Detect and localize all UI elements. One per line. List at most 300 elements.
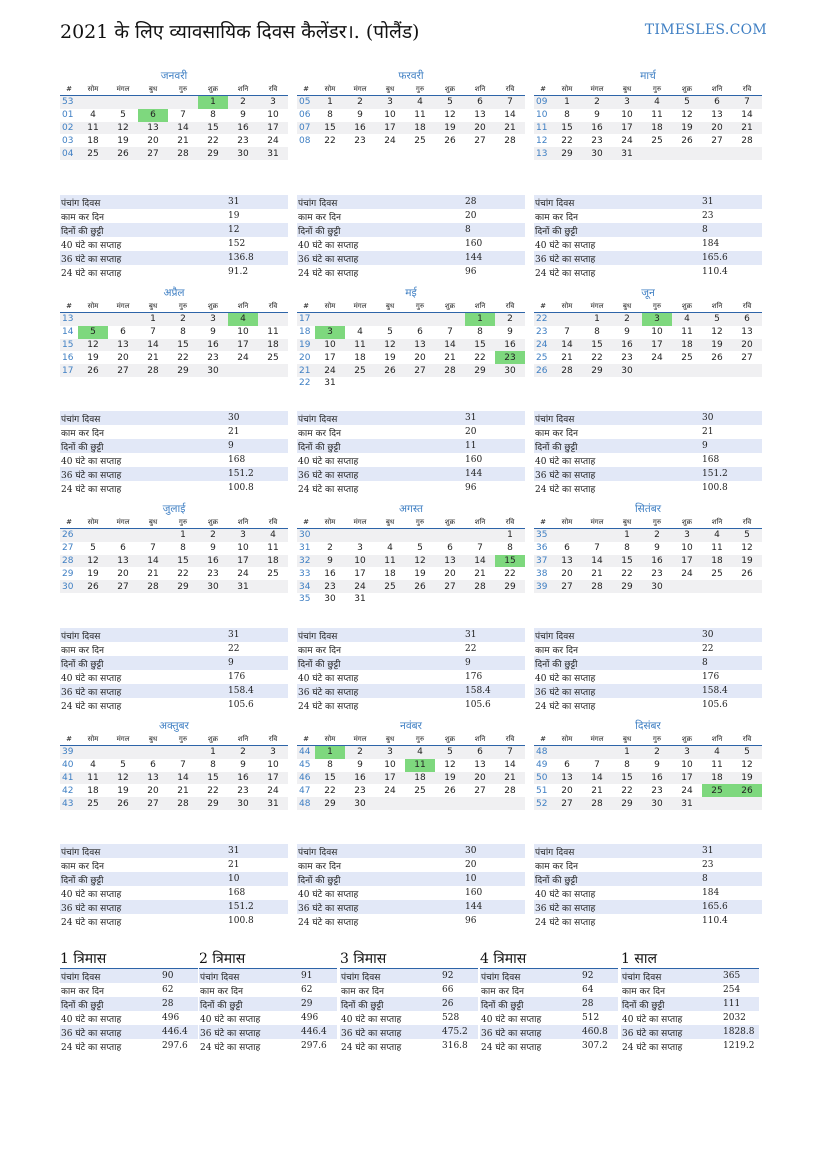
week-row (60, 784, 288, 797)
day-cell: 24 (315, 364, 345, 377)
day-cell: 23 (237, 135, 249, 146)
week-number: 09 (534, 96, 552, 109)
stat-label: काम कर दिन (61, 428, 105, 439)
stat-label: काम कर दिन (298, 212, 342, 223)
day-cell (552, 746, 582, 759)
day-cell (732, 797, 762, 810)
day-cell: 29 (465, 364, 495, 377)
stat-label: 24 घंटे का सप्ताह (298, 484, 359, 495)
day-cell: 5 (120, 110, 126, 121)
stat-value: 144 (464, 251, 525, 265)
day-cell: 1 (138, 313, 168, 326)
stat-row (297, 684, 525, 698)
day-cell: 3 (258, 96, 288, 109)
weekday-header-row (60, 300, 288, 313)
day-cell: 24 (621, 135, 633, 146)
stat-value: 31 (701, 195, 762, 209)
week-row (297, 313, 525, 326)
day-cell: 4 (672, 313, 702, 326)
weekday-label: # (297, 83, 315, 96)
stat-row (340, 1039, 478, 1053)
holiday-day-cell: 6 (138, 109, 168, 122)
day-cell: 17 (642, 339, 672, 352)
day-cell: 7 (447, 327, 453, 338)
day-cell: 6 (465, 96, 495, 109)
day-cell: 6 (465, 746, 495, 759)
day-cell: 4 (702, 529, 732, 542)
day-cell: 3 (375, 96, 405, 109)
stat-label: 36 घंटे का सप्ताह (534, 467, 701, 481)
stat-row (60, 467, 288, 481)
week-number: 52 (534, 797, 552, 810)
stat-value: 158.4 (227, 684, 288, 698)
week-number: 05 (297, 96, 315, 109)
day-cell: 24 (651, 352, 663, 363)
day-cell: 14 (741, 110, 753, 121)
weekday-label: सोम (315, 733, 345, 746)
stat-label: काम कर दिन (341, 986, 385, 997)
day-cell: 18 (405, 122, 435, 135)
weekday-header-row (297, 300, 525, 313)
day-cell (138, 529, 168, 542)
stat-value: 168 (228, 455, 246, 465)
stat-value: 105.6 (702, 700, 728, 710)
month-name: जनवरी (160, 70, 188, 82)
site-brand-link[interactable]: TIMESLES.COM (644, 22, 767, 38)
day-cell: 25 (414, 785, 426, 796)
day-cell: 18 (702, 772, 732, 785)
day-cell: 27 (474, 135, 486, 146)
stat-label: 36 घंटे का सप्ताह (480, 1025, 581, 1039)
weekday-label: # (297, 300, 315, 313)
week-row (60, 772, 288, 785)
stat-label: काम कर दिन (535, 212, 579, 223)
weekday-label: गुरु (405, 516, 435, 529)
day-cell (405, 593, 435, 606)
day-cell: 9 (654, 543, 660, 554)
month-stats-table (534, 411, 762, 495)
stat-value: 26 (441, 997, 478, 1011)
month-grid (534, 516, 762, 593)
month-grid (60, 733, 288, 810)
stat-row (534, 195, 762, 209)
stat-row (480, 1039, 618, 1053)
day-cell: 15 (465, 339, 495, 352)
day-cell: 2 (198, 529, 228, 542)
week-number: 12 (536, 135, 548, 146)
holiday-day-cell: 25 (702, 784, 732, 797)
stat-value: 297.6 (301, 1041, 327, 1051)
day-cell: 5 (120, 760, 126, 771)
stat-row (297, 223, 525, 237)
day-cell (108, 529, 138, 542)
weekday-label: सोम (552, 83, 582, 96)
stat-row (60, 1011, 198, 1025)
day-cell: 18 (87, 135, 99, 146)
day-cell: 18 (384, 568, 396, 579)
day-cell: 18 (87, 785, 99, 796)
day-cell: 11 (78, 122, 108, 135)
day-cell: 28 (168, 147, 198, 160)
day-cell: 20 (702, 122, 732, 135)
week-number: 49 (536, 760, 548, 771)
month-calendar (297, 287, 525, 390)
week-number: 21 (297, 364, 315, 377)
stat-label: काम कर दिन (535, 428, 579, 439)
stat-value: 19 (228, 211, 240, 221)
month-stats-table (60, 844, 288, 928)
stat-row (199, 1011, 337, 1025)
day-cell: 8 (180, 543, 186, 554)
day-cell: 12 (444, 760, 456, 771)
day-cell: 5 (732, 746, 762, 759)
week-row (60, 109, 288, 122)
stat-value: 23 (702, 211, 714, 221)
day-cell (702, 147, 732, 160)
stat-row (297, 265, 525, 279)
day-cell: 28 (168, 797, 198, 810)
weekday-label: शनि (702, 83, 732, 96)
day-cell: 16 (612, 339, 642, 352)
day-cell: 1 (582, 313, 612, 326)
day-cell: 17 (672, 772, 702, 785)
month-grid (60, 300, 288, 377)
week-number: 18 (299, 327, 311, 338)
week-number: 14 (62, 327, 74, 338)
stat-row (534, 223, 762, 237)
stat-label: पंचांग दिवस (60, 628, 227, 642)
weekday-label: सोम (552, 516, 582, 529)
day-cell: 21 (591, 568, 603, 579)
month-name: अक्तुबर (159, 720, 189, 732)
stat-label: दिनों की छुट्टी (60, 997, 161, 1011)
day-cell (552, 313, 582, 326)
day-cell: 4 (405, 746, 435, 759)
week-row (534, 580, 762, 593)
day-cell: 26 (444, 785, 456, 796)
day-cell: 9 (357, 760, 363, 771)
stat-value: 100.8 (702, 483, 728, 493)
stat-row (480, 969, 618, 983)
day-cell: 28 (582, 797, 612, 810)
weekday-label: बुध (138, 733, 168, 746)
day-cell: 3 (198, 313, 228, 326)
day-cell: 21 (561, 352, 573, 363)
stat-value: 165.6 (701, 251, 762, 265)
day-cell (642, 147, 672, 160)
stat-label: काम कर दिन (200, 986, 244, 997)
day-cell: 26 (711, 352, 723, 363)
day-cell: 8 (624, 543, 630, 554)
stat-value: 91 (300, 969, 337, 983)
week-row (297, 529, 525, 542)
weekday-header-row (60, 516, 288, 529)
day-cell: 20 (117, 568, 129, 579)
day-cell: 16 (642, 772, 672, 785)
day-cell: 30 (324, 594, 336, 605)
weekday-label: # (534, 83, 552, 96)
stat-value: 30 (701, 411, 762, 425)
week-number: 41 (60, 772, 78, 785)
stat-value: 12 (227, 223, 288, 237)
stat-label: दिनों की छुट्टी (340, 997, 441, 1011)
day-cell: 2 (642, 746, 672, 759)
day-cell: 11 (267, 327, 279, 338)
day-cell: 27 (108, 364, 138, 377)
day-cell (702, 580, 732, 593)
weekday-label: बुध (375, 733, 405, 746)
day-cell: 1 (168, 529, 198, 542)
holiday-day-cell: 1 (315, 746, 345, 759)
day-cell: 17 (258, 772, 288, 785)
stat-value: 28 (581, 997, 618, 1011)
weekday-label: सोम (78, 83, 108, 96)
quarter-title: 3 त्रिमास (340, 951, 478, 969)
day-cell: 6 (732, 313, 762, 326)
day-cell: 17 (228, 555, 258, 568)
week-row (534, 147, 762, 160)
stat-row (534, 642, 762, 656)
day-cell: 17 (375, 122, 405, 135)
week-row (297, 746, 525, 759)
weekday-label: रवि (495, 733, 525, 746)
week-row (534, 313, 762, 326)
day-cell: 10 (267, 110, 279, 121)
day-cell: 2 (345, 96, 375, 109)
stat-label: 40 घंटे का सप्ताह (481, 1014, 542, 1025)
day-cell: 11 (711, 760, 723, 771)
day-cell (108, 96, 138, 109)
day-cell (228, 364, 258, 377)
week-number: 48 (534, 746, 552, 759)
day-cell: 5 (435, 96, 465, 109)
day-cell: 28 (435, 364, 465, 377)
day-cell: 21 (495, 122, 525, 135)
day-cell: 8 (180, 327, 186, 338)
day-cell (405, 797, 435, 810)
stat-value: 152 (228, 239, 246, 249)
weekday-label: रवि (258, 83, 288, 96)
stat-row (60, 1025, 198, 1039)
day-cell: 15 (582, 339, 612, 352)
day-cell: 29 (315, 797, 345, 810)
day-cell: 17 (375, 772, 405, 785)
day-cell: 22 (621, 785, 633, 796)
day-cell (495, 797, 525, 810)
day-cell: 14 (504, 760, 516, 771)
stat-row (199, 1025, 337, 1039)
day-cell: 19 (732, 772, 762, 785)
day-cell: 6 (150, 760, 156, 771)
day-cell: 21 (444, 352, 456, 363)
week-row (534, 784, 762, 797)
stat-value: 100.8 (228, 483, 254, 493)
weekday-label: बुध (612, 516, 642, 529)
weekday-header-row (297, 516, 525, 529)
day-cell: 6 (120, 327, 126, 338)
day-cell: 16 (582, 122, 612, 135)
stat-value: 29 (300, 997, 337, 1011)
stat-label: पंचांग दिवस (480, 969, 581, 983)
day-cell: 14 (582, 772, 612, 785)
day-cell: 9 (357, 110, 363, 121)
day-cell: 19 (702, 339, 732, 352)
weekday-label: मंगल (582, 300, 612, 313)
week-number: 23 (536, 327, 548, 338)
weekday-label: शुक्र (435, 300, 465, 313)
month-grid (297, 300, 525, 390)
day-cell: 22 (177, 352, 189, 363)
weekday-label: # (534, 300, 552, 313)
stat-value: 168 (228, 888, 246, 898)
day-cell: 20 (117, 352, 129, 363)
day-cell: 22 (504, 568, 516, 579)
day-cell: 7 (477, 543, 483, 554)
stat-value: 151.2 (227, 900, 288, 914)
quarter-stats-table (60, 969, 198, 1053)
holiday-day-cell: 11 (405, 759, 435, 772)
day-cell: 30 (228, 797, 258, 810)
day-cell: 13 (108, 555, 138, 568)
day-cell: 4 (702, 746, 732, 759)
day-cell: 5 (387, 327, 393, 338)
day-cell: 20 (465, 122, 495, 135)
weekday-label: मंगल (108, 83, 138, 96)
quarter-title: 1 त्रिमास (60, 951, 198, 969)
week-row (60, 339, 288, 352)
day-cell: 15 (612, 555, 642, 568)
stat-value: 158.4 (464, 684, 525, 698)
day-cell (78, 746, 108, 759)
stat-value: 20 (465, 211, 477, 221)
stat-value: 31 (464, 411, 525, 425)
day-cell: 11 (681, 327, 693, 338)
day-cell: 19 (87, 568, 99, 579)
week-number: 30 (60, 580, 78, 593)
stat-label: 40 घंटे का सप्ताह (61, 889, 122, 900)
day-cell: 10 (621, 110, 633, 121)
day-cell: 14 (582, 555, 612, 568)
day-cell (732, 580, 762, 593)
weekday-label: गुरु (405, 733, 435, 746)
week-number: 19 (297, 339, 315, 352)
stat-label: दिनों की छुट्टी (480, 997, 581, 1011)
weekday-label: शनि (465, 300, 495, 313)
day-cell: 4 (258, 529, 288, 542)
week-number: 35 (534, 529, 552, 542)
stat-label: पंचांग दिवस (297, 844, 464, 858)
week-number: 17 (60, 364, 78, 377)
week-row (297, 109, 525, 122)
day-cell: 27 (552, 580, 582, 593)
day-cell: 16 (198, 555, 228, 568)
stat-label: 40 घंटे का सप्ताह (61, 240, 122, 251)
weekday-label: # (534, 733, 552, 746)
day-cell: 28 (552, 364, 582, 377)
weekday-label: शनि (702, 733, 732, 746)
stat-row (60, 698, 288, 712)
stat-value: 9 (227, 656, 288, 670)
day-cell (495, 377, 525, 390)
day-cell (465, 797, 495, 810)
day-cell: 22 (561, 135, 573, 146)
day-cell: 10 (237, 327, 249, 338)
week-row (297, 134, 525, 147)
stat-label: 24 घंटे का सप्ताह (61, 701, 122, 712)
day-cell: 2 (642, 529, 672, 542)
weekday-label: # (60, 300, 78, 313)
week-number: 30 (297, 529, 315, 542)
day-cell: 22 (177, 568, 189, 579)
week-number: 28 (60, 555, 78, 568)
day-cell: 8 (327, 760, 333, 771)
day-cell: 21 (591, 785, 603, 796)
day-cell: 20 (147, 135, 159, 146)
day-cell: 24 (345, 580, 375, 593)
month-stats-table (534, 844, 762, 928)
day-cell: 4 (90, 110, 96, 121)
day-cell (702, 364, 732, 377)
stat-value: 90 (161, 969, 198, 983)
stat-value: 2032 (723, 1013, 746, 1023)
day-cell: 8 (507, 543, 513, 554)
week-number: 38 (536, 568, 548, 579)
stat-value: 316.8 (442, 1041, 468, 1051)
day-cell (435, 313, 465, 326)
day-cell: 7 (594, 543, 600, 554)
week-row (534, 542, 762, 555)
stat-value: 184 (702, 239, 720, 249)
day-cell: 14 (138, 339, 168, 352)
day-cell: 4 (357, 327, 363, 338)
day-cell: 5 (672, 96, 702, 109)
stat-label: 36 घंटे का सप्ताह (297, 684, 464, 698)
week-number: 51 (536, 785, 548, 796)
stat-value: 21 (228, 427, 240, 437)
day-cell: 31 (258, 797, 288, 810)
month-grid (60, 83, 288, 160)
day-cell: 18 (258, 339, 288, 352)
day-cell: 9 (210, 327, 216, 338)
day-cell (258, 313, 288, 326)
day-cell: 15 (168, 555, 198, 568)
stat-label: 40 घंटे का सप्ताह (61, 1014, 122, 1025)
weekday-label: शुक्र (198, 300, 228, 313)
weekday-label: बुध (138, 516, 168, 529)
month-name: अप्रैल (163, 287, 185, 299)
stat-value: 297.6 (162, 1041, 188, 1051)
stat-row (199, 997, 337, 1011)
day-cell: 13 (474, 760, 486, 771)
day-cell: 26 (108, 147, 138, 160)
week-number: 46 (297, 772, 315, 785)
stat-row (340, 969, 478, 983)
week-number: 26 (534, 364, 552, 377)
day-cell: 3 (357, 543, 363, 554)
stat-label: काम कर दिन (298, 861, 342, 872)
stat-value: 475.2 (441, 1025, 478, 1039)
stat-row (534, 656, 762, 670)
weekday-label: # (60, 83, 78, 96)
weekday-label: # (60, 516, 78, 529)
stat-value: 11 (464, 439, 525, 453)
day-cell (405, 313, 435, 326)
stat-label: 40 घंटे का सप्ताह (535, 673, 596, 684)
weekday-header-row (534, 733, 762, 746)
stat-value: 96 (465, 916, 477, 926)
day-cell: 12 (741, 543, 753, 554)
stat-row (297, 886, 525, 900)
